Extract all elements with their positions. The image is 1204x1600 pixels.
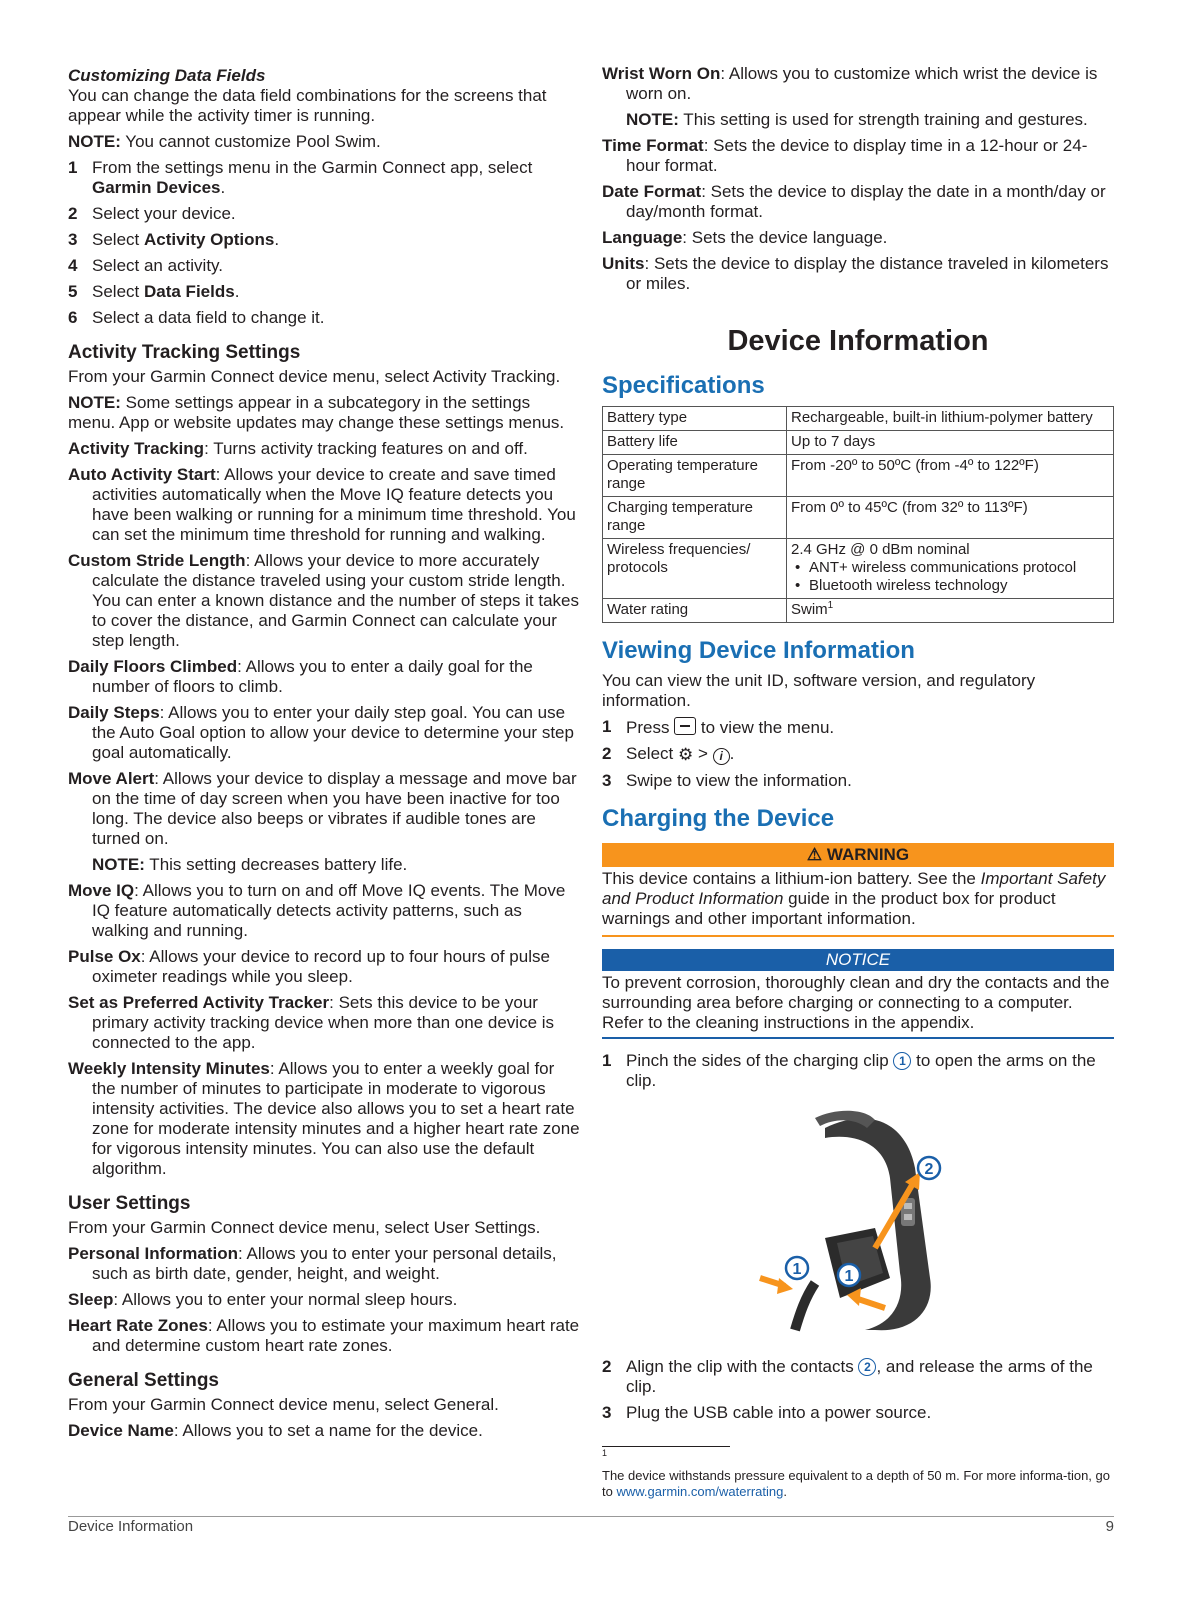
heading-device-information: Device Information <box>727 325 989 357</box>
heading-charging-the-device: Charging the Device <box>602 805 835 832</box>
charging-clip-illustration <box>755 1108 975 1333</box>
definition-item: Pulse Ox: Allows your device to record up to four hours of pulse oximeter readings while you sleep. <box>68 947 550 986</box>
gear-icon: ⚙ <box>677 745 694 764</box>
step-item: 1 From the settings menu in the Garmin Connect app, select Garmin Devices. <box>68 158 533 197</box>
page-number: 9 <box>1105 1518 1114 1535</box>
note: NOTE: This setting decreases battery life. <box>92 855 408 874</box>
definition-list <box>68 881 580 1179</box>
warning-text: This device contains a lithium-ion battery. See the Important Safety and Product Information guide in the product box for product warnings and other important information. <box>602 867 1114 937</box>
note: NOTE: You cannot customize Pool Swim. <box>68 132 381 151</box>
step-item: 1 Press to view the menu. <box>602 717 835 737</box>
heading-general-settings: General Settings <box>68 1370 219 1391</box>
definition-list <box>68 1244 580 1356</box>
step-item: 4 Select an activity. <box>68 256 224 275</box>
heading-specifications: Specifications <box>602 372 765 399</box>
table-cell: Water rating <box>603 599 787 623</box>
heading-user-settings: User Settings <box>68 1193 191 1214</box>
table-cell: Rechargeable, built-in lithium-polymer battery <box>787 407 1114 431</box>
paragraph: You can change the data field combinations for the screens that appear while the activity timer is running. <box>68 86 547 125</box>
footnote-number: 1 <box>602 1448 608 1458</box>
definition-list <box>68 1421 580 1441</box>
definition-item: Custom Stride Length: Allows your device to more accurately calculate the distance traveled using your custom stride length. You can enter a known distance and the number of steps it takes to cover the distance, and Garmin Connect can calculate your step length. <box>68 551 580 650</box>
paragraph: From your Garmin Connect device menu, select Activity Tracking. <box>68 367 561 386</box>
callout-label: 1 <box>792 1261 802 1278</box>
definition-list <box>68 439 580 849</box>
cell-text: 2.4 GHz @ 0 dBm nominal <box>791 541 970 558</box>
note: NOTE: This setting is used for strength training and gestures. <box>626 110 1088 129</box>
step-item: 2 Align the clip with the contacts 2 , and release the arms of the clip. <box>602 1357 1093 1396</box>
note: NOTE: Some settings appear in a subcategory in the settings menu. App or website updates may change these settings menus. <box>68 393 565 432</box>
paragraph: You can view the unit ID, software version, and regulatory information. <box>602 671 1036 710</box>
warning-triangle-icon: ⚠ <box>806 845 827 864</box>
definition-list <box>602 136 1114 294</box>
table-cell: Battery life <box>603 431 787 455</box>
table-row <box>603 407 1114 431</box>
steps-list <box>68 158 580 328</box>
bullet-item: • Bluetooth wireless technology <box>791 577 1109 595</box>
table-row <box>603 539 1114 599</box>
footer-section-title: Device Information <box>68 1518 194 1535</box>
definition-item: Set as Preferred Activity Tracker: Sets this device to be your primary activity tracking device when more than one device is connected to the app. <box>68 993 555 1052</box>
paragraph: From your Garmin Connect device menu, select User Settings. <box>68 1218 541 1237</box>
callout-2: 2 <box>858 1358 876 1376</box>
step-item: 2 Select ⚙ > i . <box>602 744 735 764</box>
notice-banner: NOTICE <box>602 949 1114 971</box>
table-cell: Operating temperature range <box>603 455 787 497</box>
heading-activity-tracking-settings: Activity Tracking Settings <box>68 342 301 363</box>
table-cell: Charging temperature range <box>603 497 787 539</box>
usb-cable <box>795 1283 815 1330</box>
definition-list <box>602 64 1114 104</box>
definition-item: Sleep: Allows you to enter your normal sleep hours. <box>68 1290 458 1309</box>
definition-item: Move IQ: Allows you to turn on and off Move IQ events. The Move IQ feature automatically detects activity patterns, such as walking and running. <box>68 881 566 940</box>
definition-item: Language: Sets the device language. <box>602 228 888 247</box>
table-row <box>603 455 1114 497</box>
info-icon: i <box>713 748 730 765</box>
heading-customizing-data-fields: Customizing Data Fields <box>68 66 266 85</box>
bullet-item: • ANT+ wireless communications protocol <box>791 559 1109 577</box>
heading-viewing-device-information: Viewing Device Information <box>602 637 915 664</box>
table-row <box>603 599 1114 623</box>
warning-banner: ⚠ WARNING <box>602 843 1114 867</box>
footer-divider <box>68 1516 1114 1517</box>
step-item: 3 Plug the USB cable into a power source. <box>602 1403 932 1422</box>
waterrating-link[interactable]: www.garmin.com/waterrating <box>616 1484 784 1499</box>
definition-item: Daily Floors Climbed: Allows you to enter a daily goal for the number of floors to climb. <box>68 657 533 696</box>
step-item: 6 Select a data field to change it. <box>68 308 325 327</box>
specifications-table <box>602 406 1114 623</box>
footnote: The device withstands pressure equivalent to a depth of 50 m. For more informa-tion, go to www.garmin.com/waterrating. <box>602 1468 1110 1499</box>
definition-item: Heart Rate Zones: Allows you to estimate your maximum heart rate and determine custom heart rate zones. <box>68 1316 580 1355</box>
watch-band <box>825 1118 931 1330</box>
table-row <box>603 497 1114 539</box>
callout-1: 1 <box>893 1052 911 1070</box>
paragraph: From your Garmin Connect device menu, select General. <box>68 1395 499 1414</box>
table-cell: From 0º to 45ºC (from 32º to 113ºF) <box>787 497 1114 539</box>
back-button-icon <box>674 717 696 735</box>
definition-item: Personal Information: Allows you to enter your personal details, such as birth date, gender, height, and weight. <box>68 1244 557 1283</box>
table-cell: Swim$^1$ <box>787 599 1114 623</box>
step-item: 2 Select your device. <box>68 204 236 223</box>
callout-label: 1 <box>844 1268 854 1285</box>
definition-item: Auto Activity Start: Allows your device to create and save timed activities automatically when the Move IQ feature detects you have been walking or running for a minimum time threshold. You can set the minimum time threshold for running and walking. <box>68 465 576 544</box>
callout-label: 2 <box>924 1161 934 1178</box>
definition-item: Weekly Intensity Minutes: Allows you to enter a weekly goal for the number of minutes to participate in moderate to vigorous intensity activities. The device also allows you to set a heart rate zone for moderate intensity minutes and a higher heart rate zone for vigorous intensity minutes. You can also use the default algorithm. <box>68 1059 580 1178</box>
notice-text: To prevent corrosion, thoroughly clean and dry the contacts and the surrounding area before charging or connecting to a computer. Refer to the cleaning instructions in the appendix. <box>602 971 1114 1039</box>
table-cell: Up to 7 days <box>787 431 1114 455</box>
table-row <box>603 431 1114 455</box>
definition-item: Activity Tracking: Turns activity tracking features on and off. <box>68 439 528 458</box>
definition-item: Daily Steps: Allows you to enter your daily step goal. You can use the Auto Goal option to allow your device to determine your step goal automatically. <box>68 703 574 762</box>
table-cell: Battery type <box>603 407 787 431</box>
step-item: 5 Select Data Fields. <box>68 282 240 301</box>
table-cell <box>787 539 1114 599</box>
step-item: 3 Swipe to view the information. <box>602 771 852 790</box>
definition-item: Wrist Worn On: Allows you to customize which wrist the device is worn on. <box>602 64 1098 103</box>
definition-item: Units: Sets the device to display the distance traveled in kilometers or miles. <box>602 254 1109 293</box>
definition-item: Move Alert: Allows your device to display a message and move bar on the time of day screen when you have been inactive for too long. The device also beeps or vibrates if audible tones are turned on. <box>68 769 577 848</box>
definition-item: Device Name: Allows you to set a name for the device. <box>68 1421 483 1440</box>
definition-item: Date Format: Sets the device to display the date in a month/day or day/month format. <box>602 182 1106 221</box>
table-cell: Wireless frequencies/ protocols <box>603 539 787 599</box>
footnote-divider <box>602 1446 730 1447</box>
left-column <box>68 64 580 1447</box>
table-cell: From -20º to 50ºC (from -4º to 122ºF) <box>787 455 1114 497</box>
definition-item: Time Format: Sets the device to display time in a 12-hour or 24-hour format. <box>602 136 1088 175</box>
footnote-ref[interactable]: 1 <box>827 600 834 611</box>
step-item: 1 Pinch the sides of the charging clip 1 to open the arms on the clip. <box>602 1051 1096 1090</box>
step-item: 3 Select Activity Options. <box>68 230 280 249</box>
